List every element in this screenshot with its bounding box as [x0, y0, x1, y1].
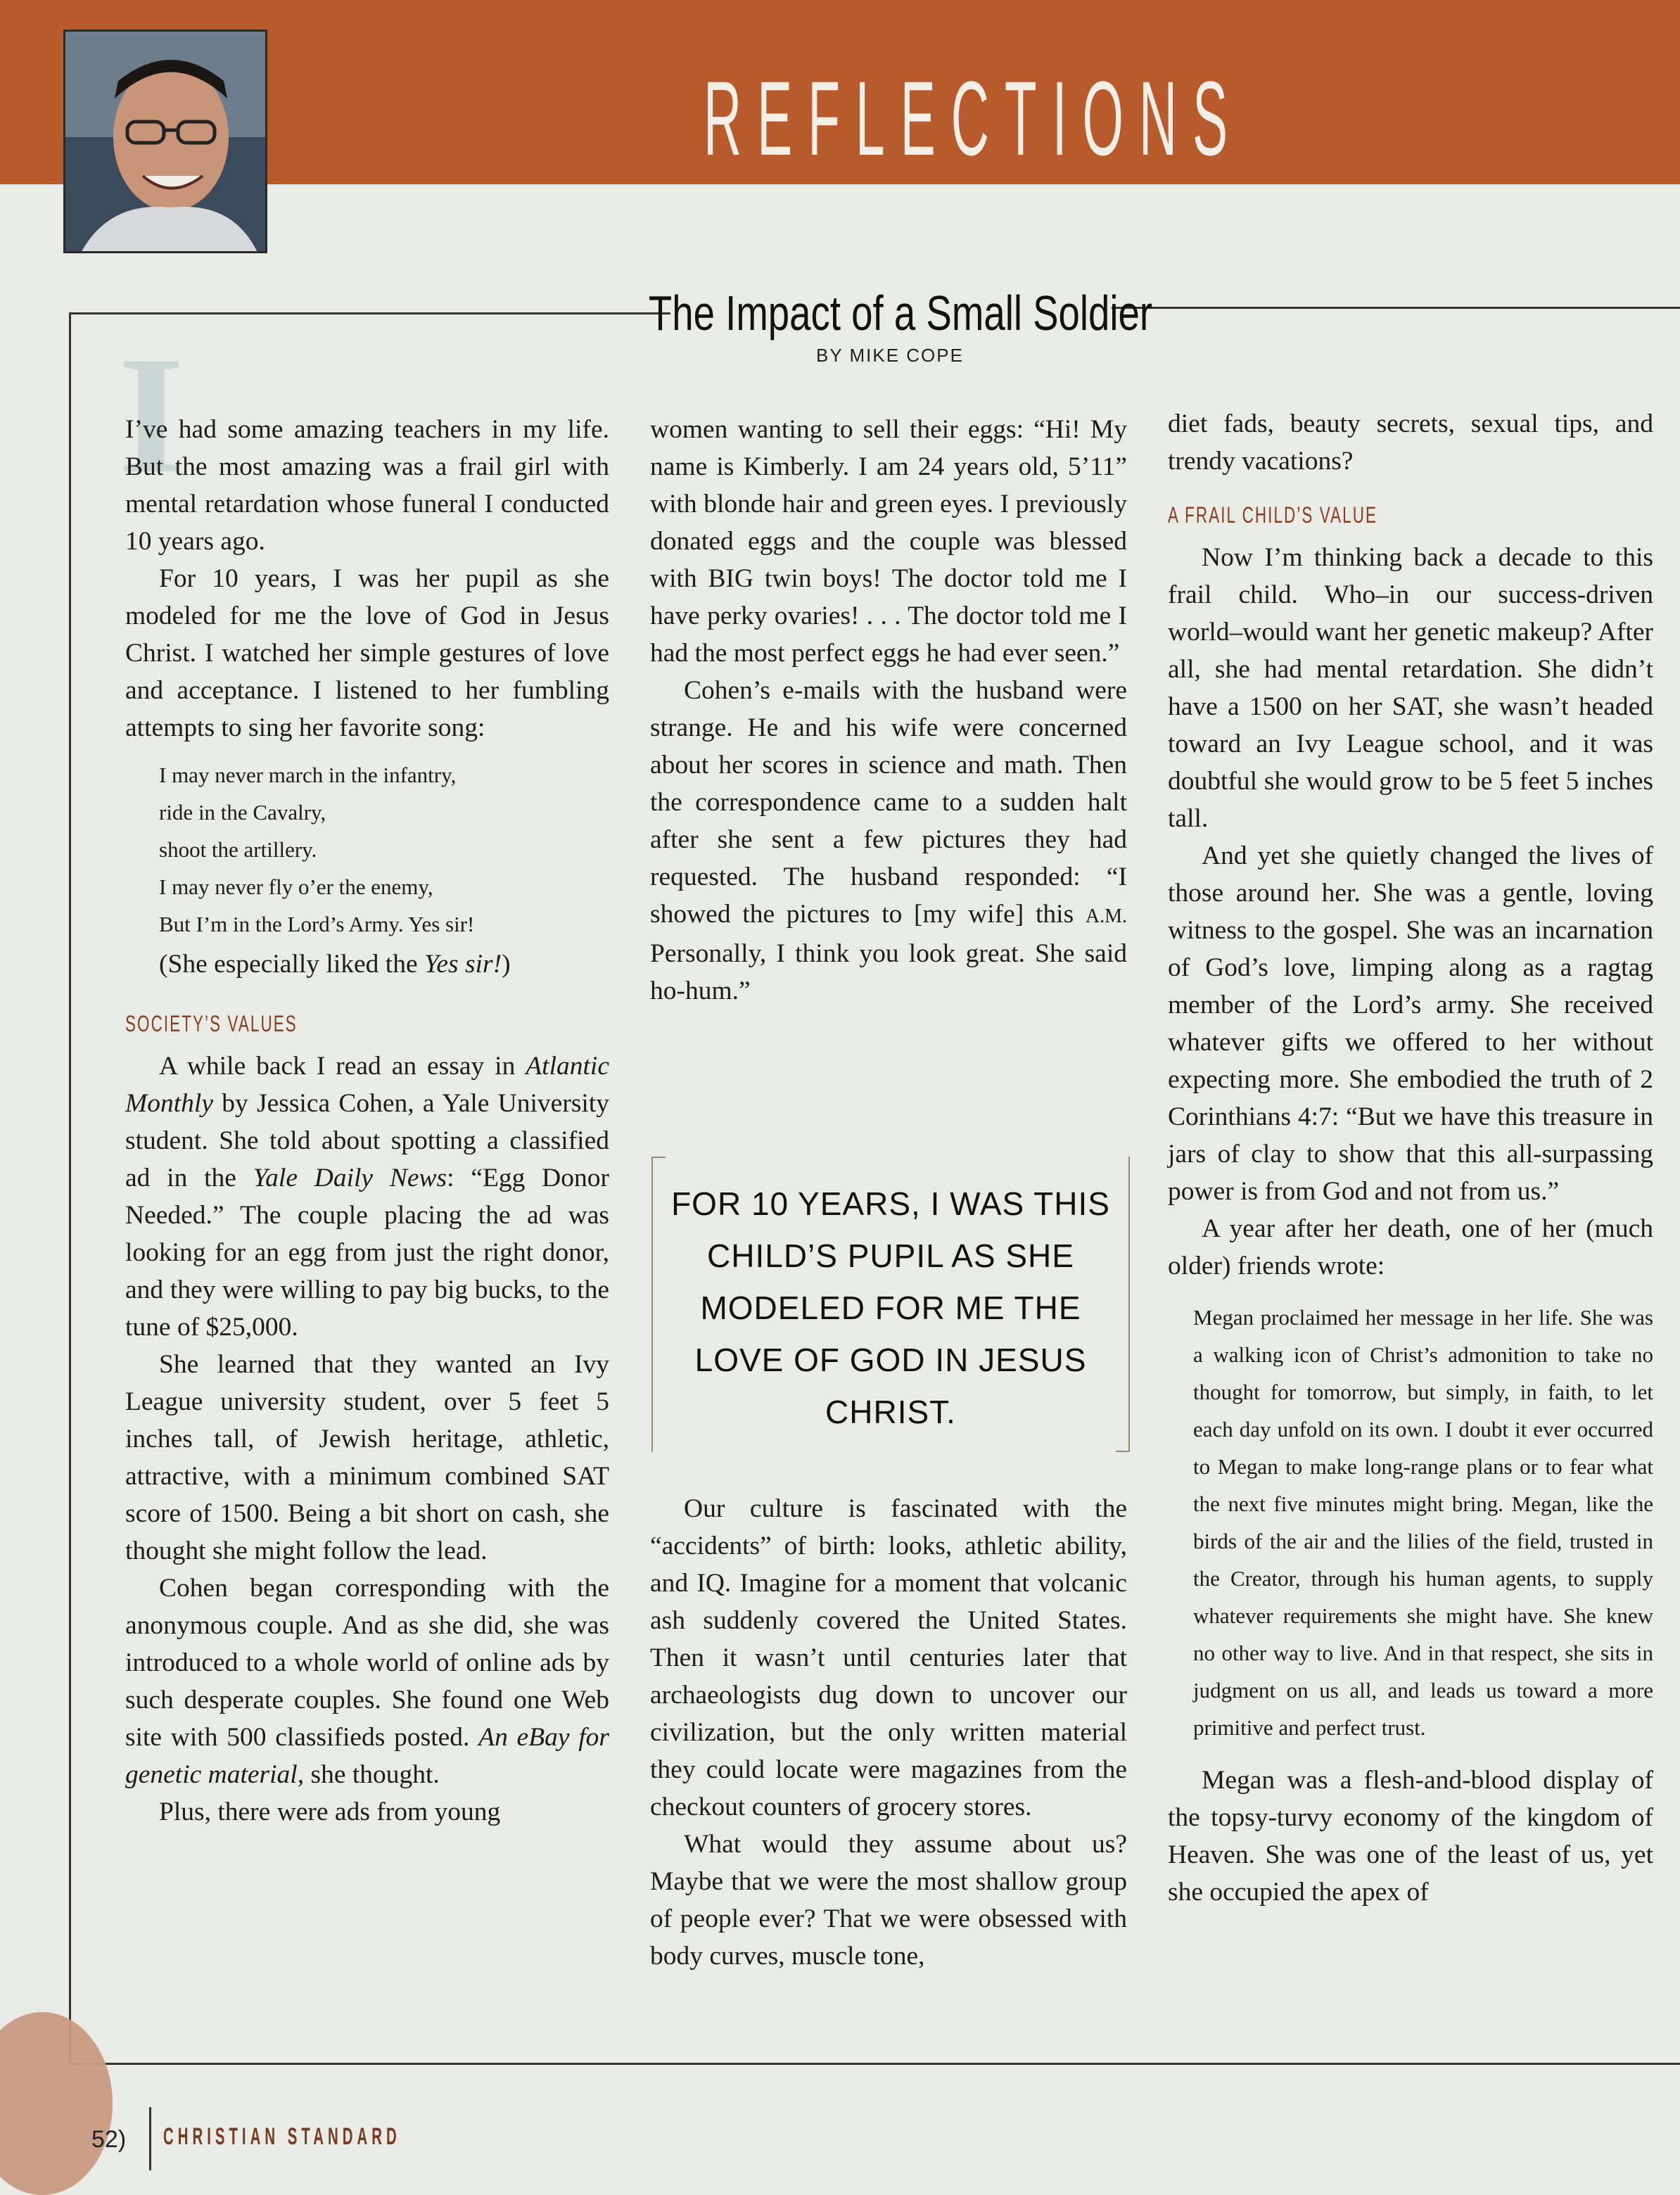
author-photo: [63, 30, 267, 253]
text: she thought.: [304, 1760, 440, 1789]
paragraph: [125, 946, 609, 983]
footer-divider: [149, 2107, 151, 2170]
article-frame-top-left: [69, 312, 670, 314]
article-frame-bottom: [69, 2063, 1680, 2065]
column-2-lower: [650, 1490, 1127, 1975]
paragraph: [125, 1570, 609, 1793]
text: (She especially liked the: [159, 950, 424, 979]
paragraph: Megan was a flesh-and-blood display of the topsy-turvy economy of the kingdom of Heaven. She was one of the least of us, yet she occupied the apex of: [1168, 1766, 1653, 1907]
article-byline: BY MIKE COPE: [816, 345, 964, 366]
text: Cohen began corresponding with the anonymous couple. And as she did, she was introduced to a whole world of online ads by such desperate couples. She found one Web site with 500 classifieds posted.: [125, 1574, 609, 1752]
lyric-line: I may never fly o’er the enemy,: [159, 874, 433, 899]
song-lyrics: [125, 756, 609, 943]
section-title: REFLECTIONS: [704, 59, 1244, 177]
paragraph: Our culture is fascinated with the “accidents” of birth: looks, athletic ability, and IQ. Imagine for a moment that volcanic ash suddenly covered the United States. Then it wasn’t until centuries later that archaeologists dug down to uncover our civilization, but the only written material they could locate were magazines from the checkout counters of grocery stores.: [650, 1494, 1127, 1821]
lyric-line: ride in the Cavalry,: [159, 800, 326, 825]
drop-cap: I: [118, 359, 184, 471]
thumb: [0, 2012, 113, 2195]
italic-text: Yes sir!: [424, 950, 502, 979]
text: Cohen’s e-mails with the husband were strange. He and his wife were concerned about her scores in science and math. Then the correspondence came to a sudden halt after she sent a few pictures they had requested. The husband responded: “I showed the pictures to [my wife] this: [650, 676, 1127, 929]
italic-text: An eBay for genetic material,: [125, 1723, 609, 1789]
paragraph: A year after her death, one of her (much older) friends wrote:: [1168, 1214, 1653, 1280]
paragraph: I’ve had some amazing teachers in my life. But the most amazing was a frail girl with mental retardation whose funeral I conducted 10 years ago.: [125, 415, 609, 556]
pull-quote-box: [651, 1157, 1130, 1452]
lyric-line: shoot the artillery.: [159, 837, 317, 862]
block-quote: Megan proclaimed her message in her life. She was a walking icon of Christ’s admonition to take no thought for tomorrow, but simply, in faith, to let each day unfold on its own. I doubt it ever occurred to Megan to make long-range plans or to fear what the next five minutes might bring. Megan, like the birds of the air and the lilies of the field, trusted in the Creator, through his human agents, to supply whatever requirements she might have. She knew no other way to live. And in that respect, she sits in judgment on us all, and leads us toward a more primitive and perfect trust.: [1193, 1305, 1653, 1740]
column-3: [1168, 405, 1653, 1911]
italic-text: Atlantic Monthly: [125, 1052, 609, 1118]
column-2: [650, 411, 1127, 1010]
column-1: [125, 411, 609, 1831]
paragraph: And yet she quietly changed the lives of those around her. She was a gentle, loving witness to the gospel. She was an incarnation of God’s love, limping along as a ragtag member of the Lord’s army. She received whatever gifts we offered to her without expecting more. She embodied the truth of 2 Corinthians 4:7: “But we have this treasure in jars of clay to show that this all-surpassing power is from God and not from us.”: [1168, 841, 1653, 1206]
lyric-line: I may never march in the infantry,: [159, 763, 457, 787]
text: ): [502, 950, 511, 979]
subhead-society-values: SOCIETY’S VALUES: [125, 1011, 298, 1036]
publication-name: CHRISTIAN STANDARD: [163, 2123, 401, 2150]
paragraph: diet fads, beauty secrets, sexual tips, and trendy vacations?: [1168, 409, 1653, 476]
pull-quote: FOR 10 YEARS, I WAS THIS CHILD’S PUPIL AS SHE MODELED FOR ME THE LOVE OF GOD IN JESUS CHRIST.: [671, 1185, 1110, 1430]
paragraph: Plus, there were ads from young: [159, 1798, 501, 1826]
article-title: The Impact of a Small Soldier: [648, 286, 1153, 341]
paragraph: Now I’m thinking back a decade to this frail child. Who–in our success-driven world–would want her genetic makeup? After all, she had mental retardation. She didn’t have a 1500 on her SAT, she wasn’t headed toward an Ivy League school, and it was doubtful she would grow to be 5 feet 5 inches tall.: [1168, 543, 1653, 833]
article-frame-left: [69, 312, 71, 2064]
paragraph: [125, 1048, 609, 1346]
page-number: 52): [91, 2126, 127, 2153]
subhead-frail-childs-value: A FRAIL CHILD’S VALUE: [1168, 502, 1378, 528]
italic-text: Yale Daily News: [253, 1164, 447, 1192]
lyric-line: But I’m in the Lord’s Army. Yes sir!: [159, 912, 475, 936]
text: by Jessica Cohen, a Yale University student. She told about spotting a classified ad in the: [125, 1089, 609, 1192]
paragraph: She learned that they wanted an Ivy League university student, over 5 feet 5 inches tall, of Jewish heritage, athletic, attractive, with a minimum combined SAT score of 1500. Being a bit short on cash, she thought she might follow the lead.: [125, 1350, 609, 1565]
text: A while back I read an essay in: [159, 1052, 526, 1081]
paragraph: [650, 672, 1127, 1010]
paragraph: For 10 years, I was her pupil as she modeled for me the love of God in Jesus Christ. I watched her simple gestures of love and acceptance. I listened to her fumbling attempts to sing her favorite song:: [125, 564, 609, 742]
small-caps-text: A.M.: [1085, 905, 1127, 927]
text: : “Egg Donor Needed.” The couple placing the ad was looking for an egg from just the right donor, and they were willing to pay big bucks, to the tune of $25,000.: [125, 1164, 609, 1342]
paragraph: What would they assume about us? Maybe that we were the most shallow group of people ever? That we were obsessed with body curves, muscle tone,: [650, 1830, 1127, 1971]
paragraph: women wanting to sell their eggs: “Hi! My name is Kimberly. I am 24 years old, 5’11” with blonde hair and green eyes. I previously donated eggs and the couple was blessed with BIG twin boys! The doctor told me I have perky ovaries! . . . The doctor told me I had the most perfect eggs he had ever seen.”: [650, 415, 1127, 668]
text: Personally, I think you look great. She said ho-hum.”: [650, 939, 1127, 1005]
